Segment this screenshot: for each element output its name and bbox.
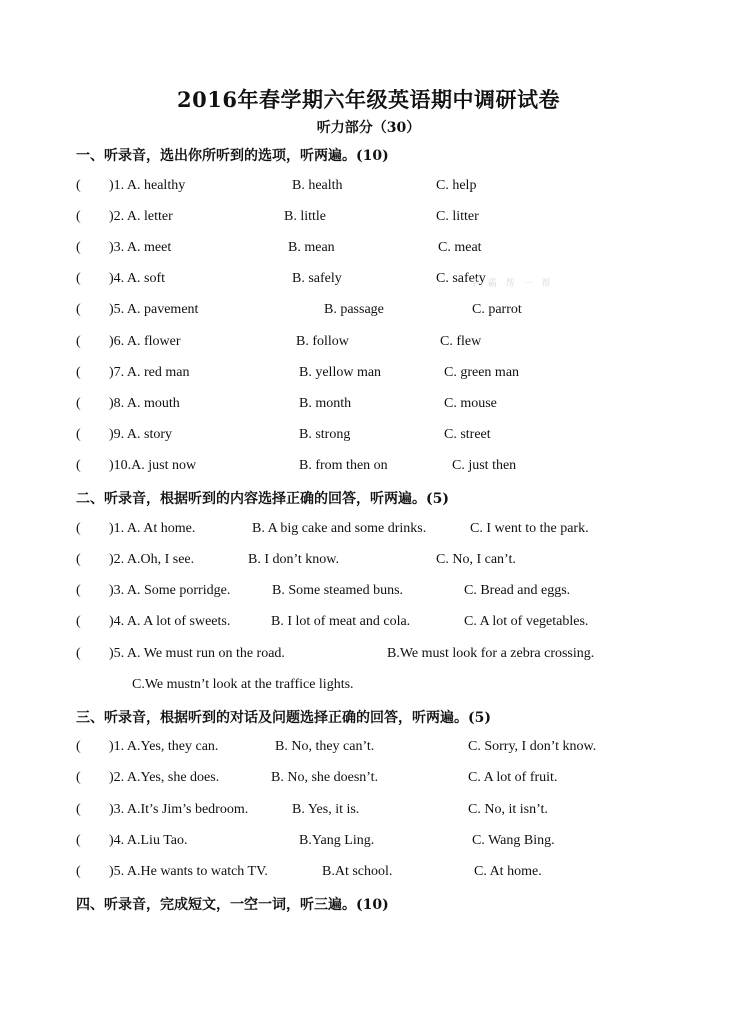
- option-b: B. No, she doesn’t.: [271, 770, 379, 785]
- option-a: )5. A. We must run on the road.: [109, 646, 285, 661]
- option-c: C. safety: [436, 271, 486, 286]
- question-row: [76, 833, 676, 853]
- option-a: )1. A. healthy: [109, 178, 186, 193]
- answer-paren[interactable]: (: [76, 521, 81, 536]
- section-heading-4: 四、听录音，完成短文，一空一词，听三遍。(10): [76, 897, 389, 913]
- option-b: B. A big cake and some drinks.: [252, 521, 427, 536]
- answer-paren[interactable]: (: [76, 427, 81, 442]
- answer-paren[interactable]: (: [76, 739, 81, 754]
- option-a: )1. A.Yes, they can.: [109, 739, 219, 754]
- question-row: [76, 521, 676, 541]
- question-row: [76, 583, 676, 603]
- question-row: [76, 302, 676, 322]
- option-c-continued: [132, 677, 732, 697]
- option-c: C. help: [436, 178, 477, 193]
- option-a: )6. A. flower: [109, 334, 181, 349]
- option-c: C. No, I can’t.: [436, 552, 516, 567]
- option-b: B. strong: [299, 427, 351, 442]
- option-b: B. little: [284, 209, 326, 224]
- option-a: )2. A. letter: [109, 209, 173, 224]
- option-a: )5. A.He wants to watch TV.: [109, 864, 268, 879]
- answer-paren[interactable]: (: [76, 864, 81, 879]
- answer-paren[interactable]: (: [76, 833, 81, 848]
- answer-paren[interactable]: (: [76, 458, 81, 473]
- question-row: [76, 365, 676, 385]
- answer-paren[interactable]: (: [76, 396, 81, 411]
- option-b: B. Yes, it is.: [292, 802, 360, 817]
- option-b: B. I lot of meat and cola.: [271, 614, 411, 629]
- option-b: B. follow: [296, 334, 349, 349]
- option-c: C. mouse: [444, 396, 497, 411]
- answer-paren[interactable]: (: [76, 583, 81, 598]
- option-c: C. Wang Bing.: [472, 833, 555, 848]
- option-a: )3. A.It’s Jim’s bedroom.: [109, 802, 249, 817]
- option-a: )4. A. soft: [109, 271, 165, 286]
- answer-paren[interactable]: (: [76, 240, 81, 255]
- option-c: C. parrot: [472, 302, 522, 317]
- section-heading-3: 三、听录音，根据听到的对话及问题选择正确的回答，听两遍。(5): [76, 710, 491, 726]
- question-row: [76, 396, 676, 416]
- option-b: B.We must look for a zebra crossing.: [387, 646, 595, 661]
- answer-paren[interactable]: (: [76, 302, 81, 317]
- option-a: )9. A. story: [109, 427, 172, 442]
- question-row: [76, 334, 676, 354]
- answer-paren[interactable]: (: [76, 271, 81, 286]
- option-a: )1. A. At home.: [109, 521, 196, 536]
- option-c: C. No, it isn’t.: [468, 802, 548, 817]
- question-row: [76, 864, 676, 884]
- option-b: B.Yang Ling.: [299, 833, 375, 848]
- option-a: )2. A.Yes, she does.: [109, 770, 220, 785]
- watermark: 学 霸 帮 一 帮: [470, 279, 554, 289]
- option-a: )7. A. red man: [109, 365, 190, 380]
- option-a: )3. A. Some porridge.: [109, 583, 231, 598]
- answer-paren[interactable]: (: [76, 209, 81, 224]
- option-b: B. I don’t know.: [248, 552, 339, 567]
- option-c: C. litter: [436, 209, 479, 224]
- option-c: C. just then: [452, 458, 517, 473]
- option-a: )2. A.Oh, I see.: [109, 552, 195, 567]
- option-c: C. street: [444, 427, 491, 442]
- option-c: C. A lot of fruit.: [468, 770, 558, 785]
- option-a: )8. A. mouth: [109, 396, 180, 411]
- question-row: [76, 552, 676, 572]
- page-title: 2016年春学期六年级英语期中调研试卷: [177, 87, 560, 112]
- option-c: C. flew: [440, 334, 482, 349]
- option-a: )10.A. just now: [109, 458, 197, 473]
- option-c: C.We mustn’t look at the traffice lights.: [132, 677, 354, 692]
- question-row: [76, 646, 676, 666]
- option-c: C. Sorry, I don’t know.: [468, 739, 597, 754]
- question-row: [76, 458, 676, 478]
- answer-paren[interactable]: (: [76, 365, 81, 380]
- option-b: B. mean: [288, 240, 335, 255]
- option-b: B. yellow man: [299, 365, 382, 380]
- option-b: B. Some steamed buns.: [272, 583, 404, 598]
- question-row: [76, 178, 676, 198]
- option-b: B.At school.: [322, 864, 393, 879]
- option-c: C. A lot of vegetables.: [464, 614, 589, 629]
- option-c: C. I went to the park.: [470, 521, 589, 536]
- option-b: B. health: [292, 178, 343, 193]
- page-subtitle: 听力部分（30）: [316, 120, 421, 136]
- answer-paren[interactable]: (: [76, 334, 81, 349]
- answer-paren[interactable]: (: [76, 614, 81, 629]
- option-c: C. meat: [438, 240, 482, 255]
- option-a: )4. A. A lot of sweets.: [109, 614, 231, 629]
- option-b: B. No, they can’t.: [275, 739, 375, 754]
- option-b: B. safely: [292, 271, 342, 286]
- question-row: [76, 739, 676, 759]
- answer-paren[interactable]: (: [76, 178, 81, 193]
- option-b: B. from then on: [299, 458, 388, 473]
- question-row: [76, 802, 676, 822]
- section-heading-1: 一、听录音，选出你所听到的选项，听两遍。(10): [76, 148, 389, 164]
- question-row: [76, 427, 676, 447]
- question-row: [76, 770, 676, 790]
- option-a: )4. A.Liu Tao.: [109, 833, 188, 848]
- section-heading-2: 二、听录音，根据听到的内容选择正确的回答，听两遍。(5): [76, 491, 449, 507]
- answer-paren[interactable]: (: [76, 552, 81, 567]
- question-row: [76, 271, 676, 291]
- question-row: [76, 614, 676, 634]
- question-row: [76, 209, 676, 229]
- question-row: [76, 240, 676, 260]
- answer-paren[interactable]: (: [76, 770, 81, 785]
- option-c: C. At home.: [474, 864, 542, 879]
- option-b: B. passage: [324, 302, 384, 317]
- answer-paren[interactable]: (: [76, 646, 81, 661]
- option-c: C. green man: [444, 365, 520, 380]
- answer-paren[interactable]: (: [76, 802, 81, 817]
- option-a: )3. A. meet: [109, 240, 172, 255]
- option-b: B. month: [299, 396, 352, 411]
- option-c: C. Bread and eggs.: [464, 583, 571, 598]
- option-a: )5. A. pavement: [109, 302, 199, 317]
